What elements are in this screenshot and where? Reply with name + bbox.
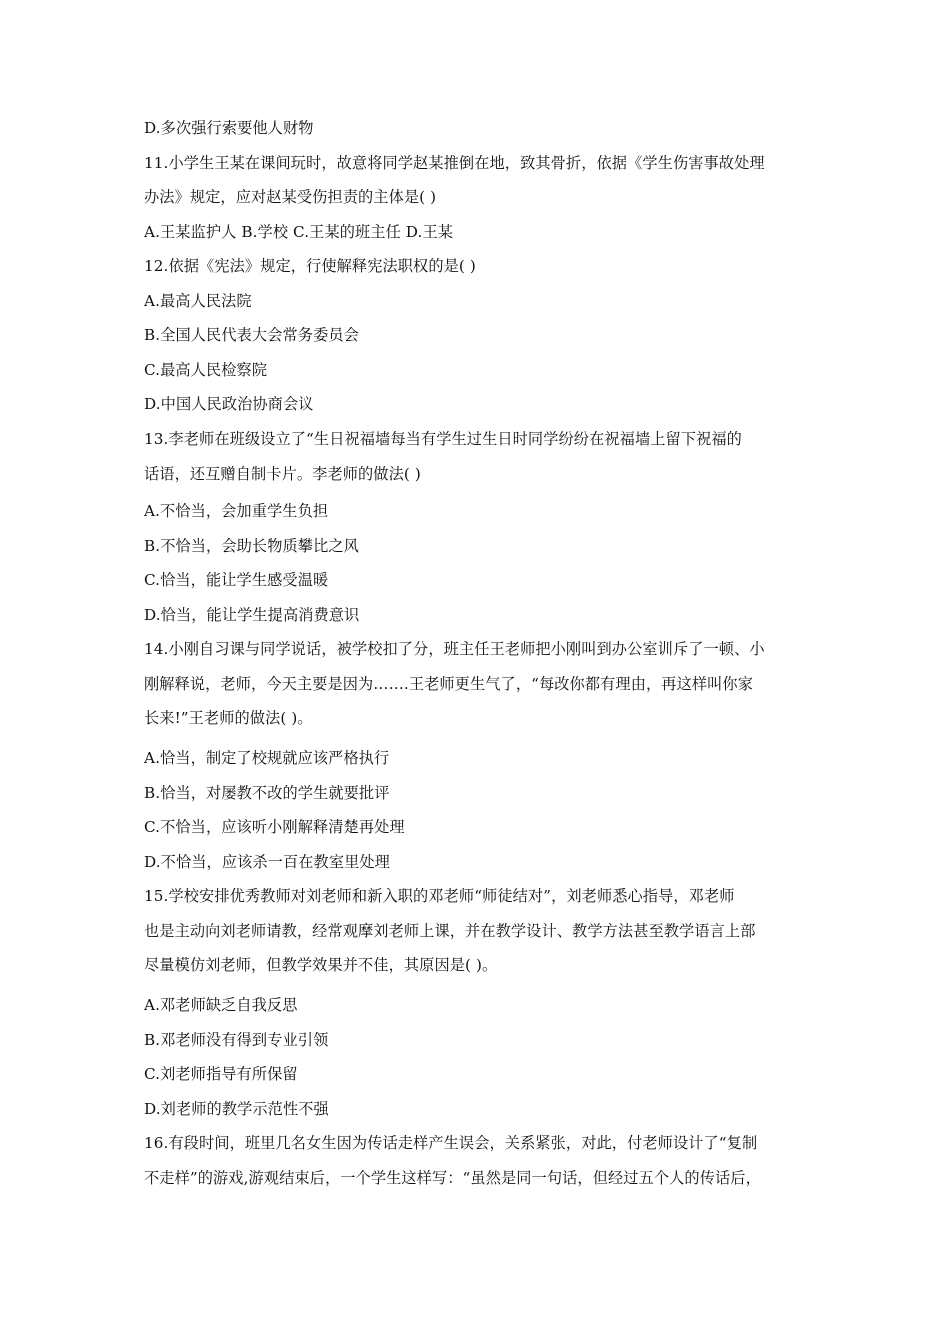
option-a: A.邓老师缺乏自我反思 xyxy=(144,996,298,1014)
option-a: A.不恰当，会加重学生负担 xyxy=(144,502,329,520)
option-d: D.中国人民政治协商会议 xyxy=(144,395,314,413)
question-13-line-1: 13.李老师在班级设立了“生日祝福墙每当有学生过生日时同学纷纷在祝福墙上留下祝福的 xyxy=(144,430,742,448)
question-14-line-1: 14.小刚自习课与同学说话，被学校扣了分，班主任王老师把小刚叫到办公室训斥了一顿、小 xyxy=(144,640,765,658)
option-b: B.邓老师没有得到专业引领 xyxy=(144,1031,329,1049)
question-12: 12.依据《宪法》规定，行使解释宪法职权的是( ) xyxy=(144,257,476,275)
option-b: B.恰当，对屡教不改的学生就要批评 xyxy=(144,784,390,802)
question-13-line-2: 话语，还互赠自制卡片。李老师的做法( ) xyxy=(144,465,421,483)
option-d: D.不恰当，应该杀一百在教室里处理 xyxy=(144,853,390,871)
option-b: B.不恰当，会助长物质攀比之风 xyxy=(144,537,359,555)
question-11-line-2: 办法》规定，应对赵某受伤担责的主体是( ) xyxy=(144,188,437,206)
question-14-line-2: 刚解释说，老师，今天主要是因为…….王老师更生气了，“每改你都有理由，再这样叫你家 xyxy=(144,675,754,693)
option-d: D.恰当，能让学生提高消费意识 xyxy=(144,606,360,624)
question-15-line-1: 15.学校安排优秀教师对刘老师和新入职的邓老师“师徒结对”，刘老师悉心指导，邓老师 xyxy=(144,887,735,905)
question-14-line-3: 长来!”王老师的做法( )。 xyxy=(144,709,313,727)
text-line: D.多次强行索要他人财物 xyxy=(144,119,314,137)
question-16-line-2: 不走样”的游戏,游观结束后，一个学生这样写：“虽然是同一句话，但经过五个人的传话后， xyxy=(144,1169,761,1187)
question-15-line-2: 也是主动向刘老师请教，经常观摩刘老师上课，并在教学设计、教学方法甚至教学语言上部 xyxy=(144,922,756,940)
option-b: B.全国人民代表大会常务委员会 xyxy=(144,326,359,344)
option-c: C.刘老师指导有所保留 xyxy=(144,1065,298,1083)
option-a: A.恰当，制定了校规就应该严格执行 xyxy=(144,749,390,767)
option-c: C.不恰当，应该听小刚解释清楚再处理 xyxy=(144,818,405,836)
option-c: C.最高人民检察院 xyxy=(144,361,268,379)
option-c: C.恰当，能让学生感受温暖 xyxy=(144,571,329,589)
option-d: D.刘老师的教学示范性不强 xyxy=(144,1100,329,1118)
question-16-line-1: 16.有段时间，班里几名女生因为传话走样产生误会，关系紧张，对此，付老师设计了“复制 xyxy=(144,1134,758,1152)
question-11-line-1: 11.小学生王某在课间玩时，故意将同学赵某推倒在地，致其骨折，依据《学生伤害事故处理 xyxy=(144,154,765,172)
question-15-line-3: 尽量模仿刘老师，但教学效果并不佳，其原因是( )。 xyxy=(144,956,498,974)
question-11-options: A.王某监护人 B.学校 C.王某的班主任 D.王某 xyxy=(144,223,454,241)
option-a: A.最高人民法院 xyxy=(144,292,252,310)
